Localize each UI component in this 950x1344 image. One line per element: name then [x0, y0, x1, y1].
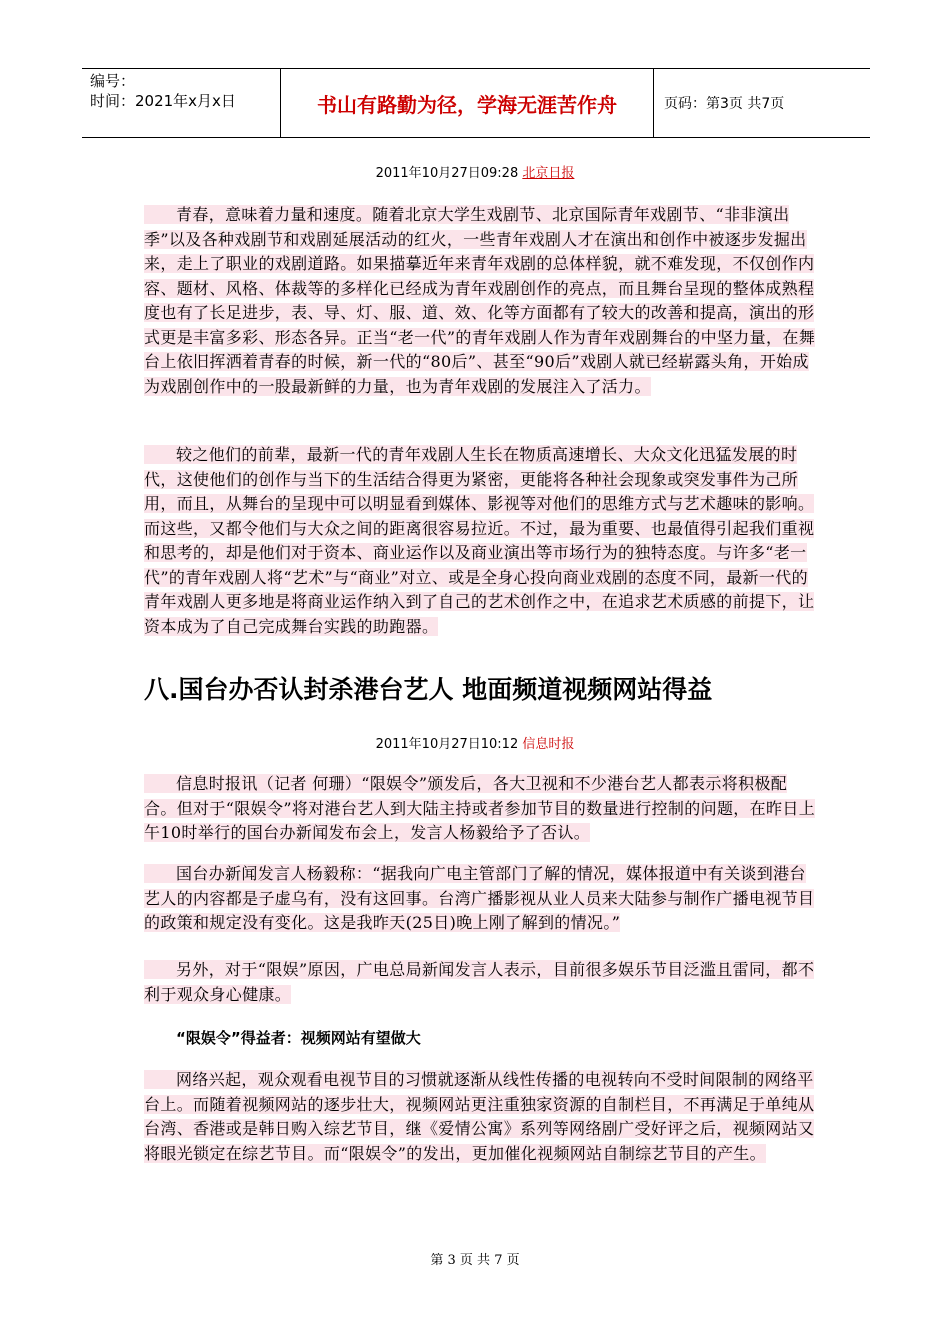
article1-paragraph-2	[144, 443, 816, 639]
article1-date: 2011年10月27日09:28	[375, 166, 519, 181]
article1-source-link[interactable]: 北京日报	[522, 166, 575, 181]
article2-paragraph-1	[144, 772, 816, 846]
page-footer: 第 3 页 共 7 页	[430, 1253, 520, 1268]
article2-heading: 八.国台办否认封杀港台艺人 地面频道视频网站得益	[144, 675, 713, 704]
article2-date: 2011年10月27日10:12	[375, 737, 519, 752]
header-page-label: 页码：第3页 共7页	[664, 96, 785, 112]
header-motto: 书山有路勤为径，学海无涯苦作舟	[281, 69, 654, 137]
article1-paragraph-2-text: 较之他们的前辈，最新一代的青年戏剧人生长在物质高速增长、大众文化迅猛发展的时代，这使他们的创作与当下的生活结合得更为紧密，更能将各种社会现象或突发事件为己所用，而且，从舞台的呈现中可以明显看到媒体、影视等对他们的思维方式与艺术趣味的影响。而这些，又都令他们与大众之间的距离很容易拉近。不过，最为重要、也最值得引起我们重视和思考的，却是他们对于资本、商业运作以及商业演出等市场行为的独特态度。与许多“老一代”的青年戏剧人将“艺术”与“商业”对立、或是全身心投向商业戏剧的态度不同，最新一代的青年戏剧人更多地是将商业运作纳入到了自己的艺术创作之中，在追求艺术质感的前提下，让资本成为了自己完成舞台实践的助跑器。	[144, 445, 815, 636]
article2-paragraph-2-text: 国台办新闻发言人杨毅称：“据我向广电主管部门了解的情况，媒体报道中有关谈到港台艺人的内容都是子虚乌有，没有这回事。台湾广播影视从业人员来大陆参与制作广播电视节目的政策和规定没有变化。这是我昨天(25日)晚上刚了解到的情况。”	[144, 864, 815, 932]
article2-paragraph-2	[144, 862, 816, 936]
time-label: 时间：2021年x月x日	[90, 92, 236, 110]
article2-paragraph-1-text: 信息时报讯（记者 何珊）“限娱令”颁发后，各大卫视和不少港台艺人都表示将积极配合。但对于“限娱令”将对港台艺人到大陆主持或者参加节目的数量进行控制的问题，在昨日上午10时举行的国台办新闻发布会上，发言人杨毅给予了否认。	[144, 774, 816, 842]
article2-source[interactable]: 信息时报	[522, 737, 575, 752]
number-label: 编号：	[90, 72, 136, 90]
article1-paragraph-1	[144, 203, 816, 399]
article2-dateline	[0, 733, 950, 752]
article1-paragraph-1-text: 青春，意味着力量和速度。随着北京大学生戏剧节、北京国际青年戏剧节、“非非演出季”以及各种戏剧节和戏剧延展活动的红火，一些青年戏剧人才在演出和创作中被逐步发掘出来，走上了职业的戏剧道路。如果描摹近年来青年戏剧的总体样貌，就不难发现，不仅创作内容、题材、风格、体裁等的多样化已经成为青年戏剧创作的亮点，而且舞台呈现的整体成熟程度也有了长足进步，表、导、灯、服、道、效、化等方面都有了较大的改善和提高，演出的形式更是丰富多彩、形态各异。正当“老一代”的青年戏剧人作为青年戏剧舞台的中坚力量，在舞台上依旧挥洒着青春的时候，新一代的“80后”、甚至“90后”戏剧人就已经崭露头角，开始成为戏剧创作中的一股最新鲜的力量，也为青年戏剧的发展注入了活力。	[144, 205, 816, 396]
header-meta	[82, 69, 281, 137]
article2-paragraph-3	[144, 958, 816, 1007]
article2-paragraph-3-text: 另外，对于“限娱”原因，广电总局新闻发言人表示，目前很多娱乐节目泛滥且雷同，都不利于观众身心健康。	[144, 960, 815, 1004]
article2-paragraph-4-text: 网络兴起，观众观看电视节目的习惯就逐渐从线性传播的电视转向不受时间限制的网络平台上。而随着视频网站的逐步壮大，视频网站更注重独家资源的自制栏目，不再满足于单纯从台湾、香港或是韩日购入综艺节目，继《爱情公寓》系列等网络剧广受好评之后，视频网站又将眼光锁定在综艺节目。而“限娱令”的发出，更加催化视频网站自制综艺节目的产生。	[144, 1070, 815, 1163]
page-header	[82, 68, 870, 138]
article1-dateline	[0, 162, 950, 181]
article2-paragraph-4	[144, 1068, 816, 1166]
article2-subheading: “限娱令”得益者：视频网站有望做大	[176, 1029, 421, 1047]
